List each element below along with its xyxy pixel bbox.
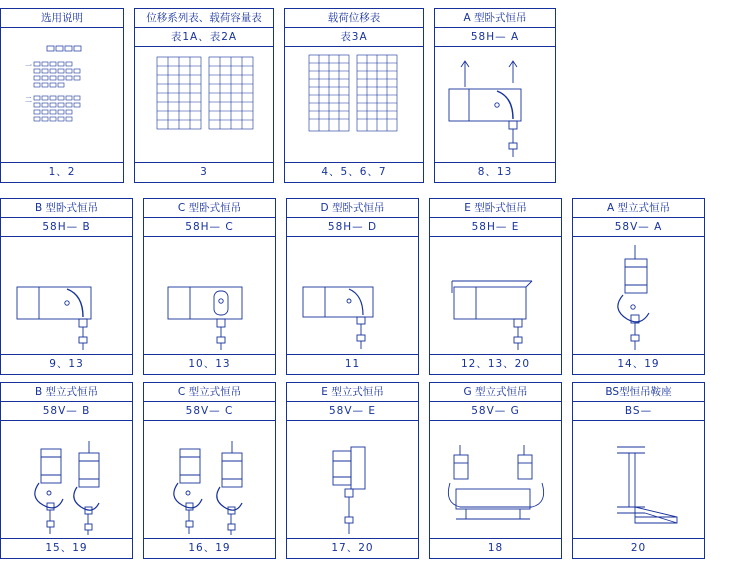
card-subtitle: 58V— C [144,402,275,421]
card-art-vertical-hanger [287,421,418,538]
card-footer: 4、5、6、7 [285,162,423,182]
card-footer: 9、13 [1,354,132,374]
card-title: BS型恒吊鞍座 [573,383,704,402]
card-title: 位移系列表、载荷容量表 [135,9,273,28]
card-bs-saddle[interactable] [572,382,705,559]
card-subtitle: 表3A [285,28,423,47]
card-type-d-horizontal[interactable] [286,198,419,375]
card-art-horizontal-hanger [1,237,132,354]
card-type-b-vertical[interactable] [0,382,133,559]
card-title: B 型卧式恒吊 [1,199,132,218]
card-type-a-vertical[interactable] [572,198,705,375]
card-footer: 15、19 [1,538,132,558]
diagram-row-1 [0,8,731,183]
card-art-saddle [573,421,704,538]
card-title: 选用说明 [1,9,123,28]
card-title: 载荷位移表 [285,9,423,28]
card-footer: 16、19 [144,538,275,558]
card-art-horizontal-hanger [287,237,418,354]
card-title: E 型立式恒吊 [287,383,418,402]
card-subtitle: 58H— E [430,218,561,237]
card-type-c-horizontal[interactable] [143,198,276,375]
card-subtitle: 58H— A [435,28,555,47]
card-art-vertical-hanger-g [430,421,561,538]
card-title: B 型立式恒吊 [1,383,132,402]
card-art-horizontal-hanger [430,237,561,354]
card-art-tables [135,47,273,162]
card-type-e-vertical[interactable] [286,382,419,559]
card-art-vertical-hanger [573,237,704,354]
card-footer: 3 [135,162,273,182]
card-footer: 17、20 [287,538,418,558]
card-type-b-horizontal[interactable] [0,198,133,375]
card-subtitle: 表1A、表2A [135,28,273,47]
card-title: E 型卧式恒吊 [430,199,561,218]
card-footer: 14、19 [573,354,704,374]
card-subtitle: 58V— E [287,402,418,421]
card-title: C 型卧式恒吊 [144,199,275,218]
card-subtitle: 58V— B [1,402,132,421]
diagram-row-3 [0,382,731,559]
card-footer: 10、13 [144,354,275,374]
card-type-e-horizontal[interactable] [429,198,562,375]
card-title: D 型卧式恒吊 [287,199,418,218]
diagram-row-2 [0,198,731,375]
card-subtitle: 58H— B [1,218,132,237]
card-footer: 11 [287,354,418,374]
card-title: G 型立式恒吊 [430,383,561,402]
card-title: C 型立式恒吊 [144,383,275,402]
svg-text:一: 一 [25,62,32,70]
card-footer: 12、13、20 [430,354,561,374]
card-title: A 型立式恒吊 [573,199,704,218]
card-displacement-series-capacity[interactable] [134,8,274,183]
card-subtitle: 58H— C [144,218,275,237]
card-subtitle: BS— [573,402,704,421]
card-art-horizontal-hanger [435,47,555,162]
card-subtitle: 58H— D [287,218,418,237]
card-art-vertical-hanger-pair [1,421,132,538]
card-footer: 1、2 [1,162,123,182]
card-art-tables [285,47,423,162]
card-title: A 型卧式恒吊 [435,9,555,28]
card-type-c-vertical[interactable] [143,382,276,559]
card-load-displacement-table[interactable] [284,8,424,183]
card-art-vertical-hanger-pair [144,421,275,538]
card-art-horizontal-hanger [144,237,275,354]
card-footer: 18 [430,538,561,558]
card-subtitle: 58V— A [573,218,704,237]
card-footer: 20 [573,538,704,558]
card-subtitle: 58V— G [430,402,561,421]
card-footer: 8、13 [435,162,555,182]
card-type-a-horizontal[interactable] [434,8,556,183]
card-selection-notes[interactable] [0,8,124,183]
card-art-notes [1,28,123,162]
card-type-g-vertical[interactable] [429,382,562,559]
svg-text:二: 二 [25,96,32,104]
